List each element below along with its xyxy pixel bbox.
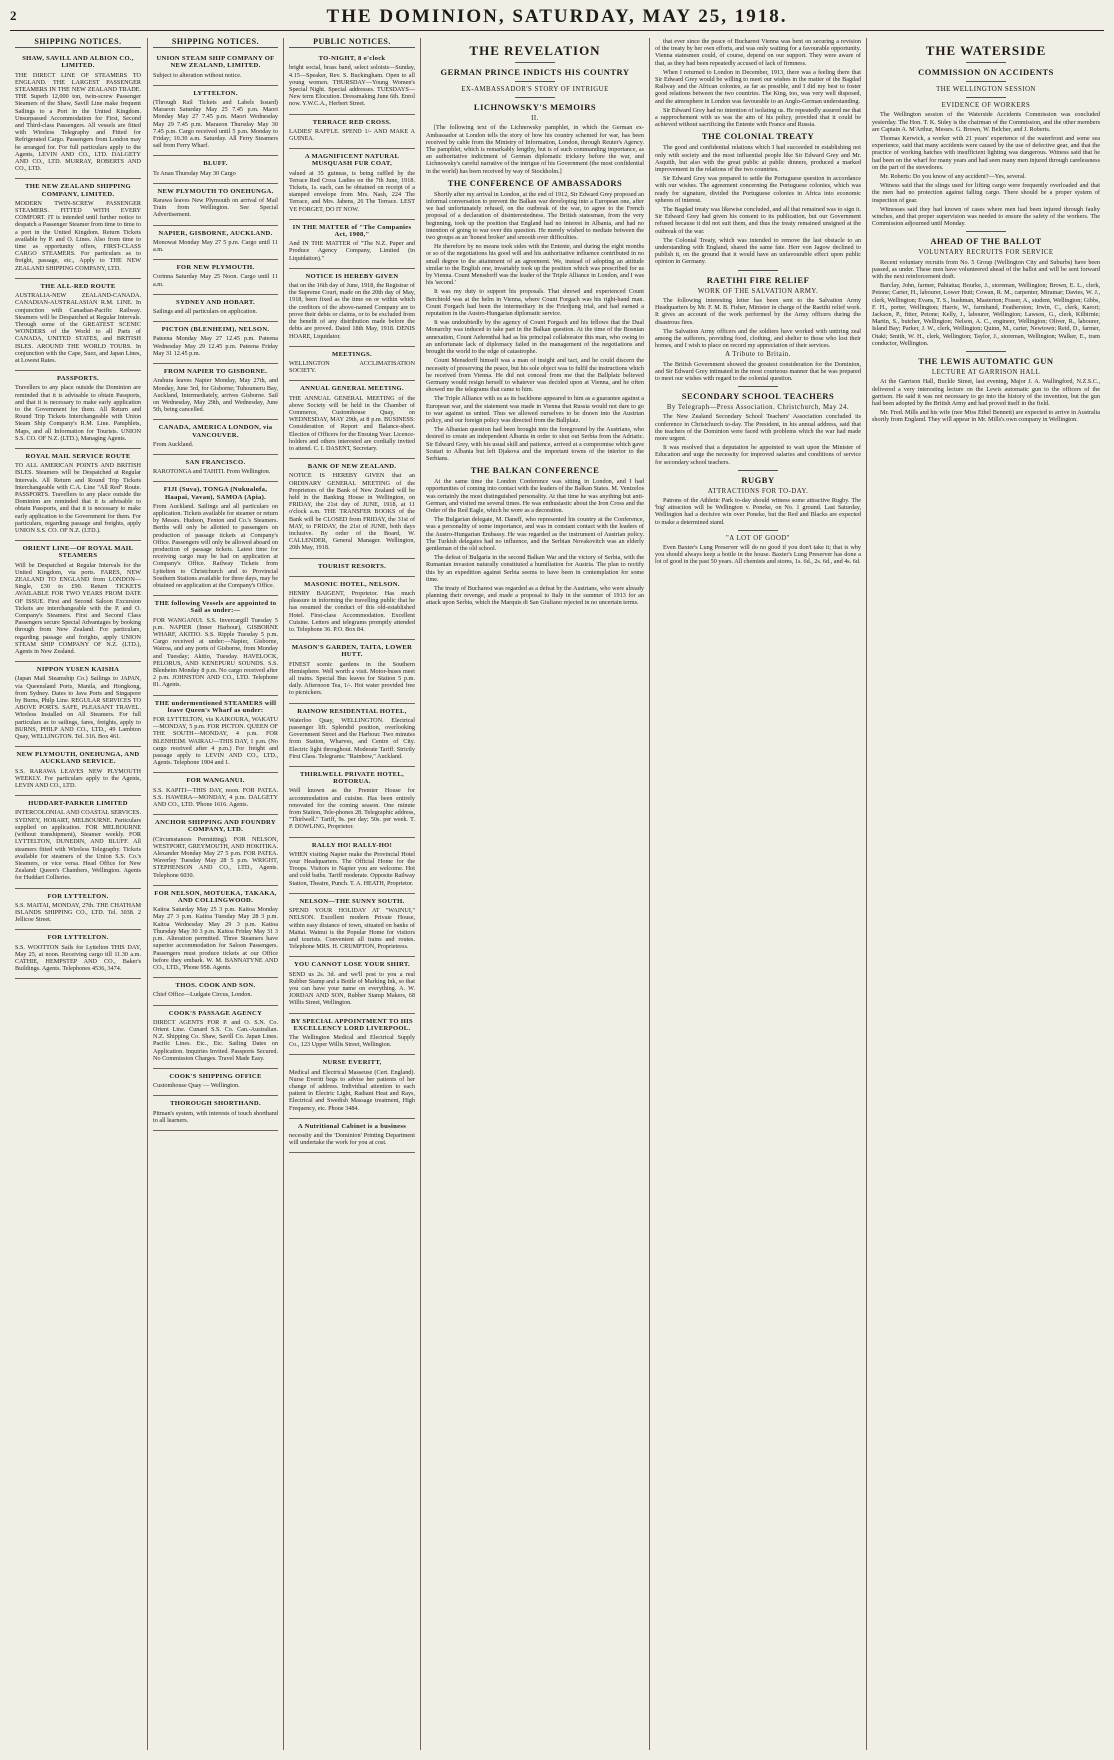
notice-block — [289, 1055, 415, 1118]
deck: THE WELLINGTON SESSION — [936, 86, 1036, 93]
column-news — [649, 38, 866, 1750]
column-heading: SHIPPING NOTICES. — [15, 38, 141, 48]
notice-heading: THIRLWELL PRIVATE HOTEL, ROTORUA. — [299, 771, 404, 786]
notice-text: SPEND YOUR HOLIDAY AT "WAINUI," NELSON. Excellent modern Private House, within easy distance of town, situated on banks of Maitai. Wainui is the Popular Home for visitors and tourists. Convenient all trains and routes. Telephone MRS. H. CRUMPTON, Proprietress. — [289, 907, 415, 951]
notice-text: Arahura leaves Napier Monday, May 27th, and Monday, June 3rd, for Gisborne; Tuhoumeru Bay, Auckland, Intermediately, arrives Gisborne. Sail on Wednesday, May 29th, and Wednesday, June 5th, being cancelled. — [153, 377, 278, 414]
notice-heading: PICTON (BLENHEIM), NELSON. — [161, 326, 270, 334]
notice-heading: UNION STEAM SHIP COMPANY OF NEW ZEALAND, LIMITED. — [156, 55, 275, 70]
article-paragraph: Mr. Fred. Mills and his wife (nee Miss Ethel Bennett) are expected to arrive in Australia shortly from England. They will appear in Mr. Mills's own company in Wellington. — [872, 409, 1100, 424]
article-part: II. — [531, 115, 539, 123]
notice-text: Subject to alteration without notice. — [153, 71, 242, 79]
notice-heading: BANK OF NEW ZEALAND. — [307, 463, 397, 471]
notice-block — [289, 149, 415, 220]
notice-text: The Wellington Medical and Electrical Supply Co., 123 Upper Willis Street, Wellington. — [289, 1033, 415, 1049]
notice-heading: NURSE EVERITT, — [322, 1059, 382, 1067]
article-paragraph: It was resolved that a deputation be appointed to wait upon the Minister of Education and urge the necessity for improved salaries and conditions of service for secondary school teachers. — [655, 444, 861, 466]
article-paragraph: The New Zealand Secondary School Teachers' Association concluded its conference in Christchurch to-day. The President, in his annual address, said that the teachers of the Dominion were faced with problems which the war had made more urgent. — [655, 413, 861, 442]
notice-heading: FOR LYTTELTON. — [47, 892, 109, 900]
notice-block — [153, 1096, 278, 1131]
deck: VOLUNTARY RECRUITS FOR SERVICE — [918, 249, 1054, 257]
notice-text: S.S. WOOTTON Sails for Lyttelton THIS DAY, May 25, at noon. Receiving cargo till 11.30 a.m. CATHIE, HEMPSTEP AND CO., Baker's Buildings. Agents. Telephones 4536, 3474. — [15, 943, 141, 973]
deck: ATTRACTIONS FOR TO-DAY. — [707, 487, 809, 495]
notice-block — [153, 226, 278, 261]
notice-text: Pateena Monday May 27 12.45 p.m. Pateena Wednesday May 29 12.45 p.m. Pateena Friday May 31 12.45 p.m. — [153, 335, 278, 357]
notice-text: (Japan Mail Steamship Co.) Sailings to JAPAN, via Queensland Ports, Manila, and Hongkong, from Sydney. Dates to Java Ports and Singapore by Burns, Philp Line. REGULAR SERVICES TO ABOVE PORTS. SAFE, PLEASANT TRAVEL. Wireless Installed on All Steamers. For full particulars as to sailings, fares, freights, apply to BURNS, PHILP AND CO., LTD., 49 Lambton Quay, WELLINGTON. Tel. 316. Box 461. — [15, 675, 141, 741]
advert-heading: "A LOT OF GOOD" — [725, 534, 791, 542]
notice-block — [153, 1069, 278, 1096]
notice-block — [289, 957, 415, 1013]
masthead — [10, 6, 1104, 31]
columns-area — [10, 38, 1104, 1752]
notice-block — [15, 930, 141, 979]
notice-text: WHEN visiting Napier make the Provincial Hotel your Headquarters. The Official Home for the Troops. Visitors to Napier you are welcome. Hot and cold baths. Tariff moderate. Opposite Railway Station, Theatre, Punch. T. A. HEATH, Proprietor. — [289, 850, 415, 887]
notice-block — [153, 455, 278, 482]
notice-text: Will be Despatched at Regular Intervals for the United Kingdom, via ports. FARES, NEW ZEALAND TO ENGLAND from LONDON—Single, £30 to £90. Return TICKETS AVAILABLE FOR TWO YEARS FROM DATE OF ISSUE. First and Second Saloon Excursion Tickets are interchangeable with the P. and O. Company's Steamers. First and Second Class Passengers secure Special Advantages by booking through from New Zealand. For particulars, regarding passage and freights, apply UNION STEAM SHIP COMPANY OF N.Z. (LTD.), Agents in New Zealand. — [15, 561, 141, 656]
notice-heading: YOU CANNOT LOSE YOUR SHIRT. — [293, 961, 410, 969]
article-paragraph: At the same time the London Conference was sitting in London, and I had opportunities of coming into contact with the leaders of the Balkan States. M. Venizelos was certainly the most distinguished personality. At that time he was anything but anti-German, and visited me several times. He was enthusiastic about the Iron Cross and the Order of the Red Eagle, which he wore as a decoration. — [426, 478, 644, 514]
column-waterside — [866, 38, 1105, 1750]
notice-text: From Auckland. — [153, 440, 194, 448]
notice-heading: TO-NIGHT, 8 o'clock — [318, 55, 386, 63]
notice-block — [15, 51, 141, 179]
notice-block — [289, 559, 415, 577]
notice-heading: NAPIER, GISBORNE, AUCKLAND. — [158, 229, 273, 237]
notice-text: Kaitoa Saturday May 25 3 p.m. Kaitoa Monday May 27 3 p.m. Kaitoa Tuesday May 28 3 p.m. Kaitoa Wednesday May 29 3 p.m. Kaitoa Thursday May 30 3 p.m. Kaitoa Friday May 31 3 p.m. Alteration permitted. Three Steamers have superior accommodation for Saloon Passengers. Passengers must produce tickets at our Office before they embark. W. M. BANNATYNE AND CO., LTD., 'Phone 958. Agents. — [153, 906, 278, 971]
page-number: 2 — [10, 8, 17, 23]
article-paragraph: Count Mensdorff himself was a man of insight and tact, and he could discern the necessity of preserving the peace, but his sole object was to fulfil the instructions which he received from Vienna. He did not conceal from me that the Ballplatz believed Germany would resign herself to whatever was decided upon at Vienna, and he often showed me the telegrams that came to him. — [426, 357, 644, 394]
section-heading: THE BALKAN CONFERENCE — [470, 465, 600, 476]
headline-teachers: SECONDARY SCHOOL TEACHERS — [681, 391, 835, 402]
headline-revelation: THE REVELATION — [469, 43, 601, 58]
notice-heading: THOROUGH SHORTHAND. — [170, 1100, 261, 1108]
notice-heading: A Nutritional Cabinet is a business — [297, 1122, 407, 1130]
notice-heading: FOR NEW PLYMOUTH. — [176, 264, 255, 272]
notice-text: Te Anau Thursday May 30 Cargo — [153, 169, 236, 177]
article-paragraph: The defeat of Bulgaria in the second Balkan War and the victory of Serbia, with the Rumanian invasion naturally constituted a humiliation for Austria. The plan to rectify this by an expedition against Serbia seems to have been in contemplation for some time. — [426, 554, 644, 583]
notice-block — [153, 420, 278, 455]
notice-heading: ORIENT LINE—OF ROYAL MAIL STEAMERS — [22, 545, 134, 560]
notice-text: FOR WANGANUI. S.S. Invercargill Tuesday 5 p.m. NAPIER (Inner Harbour), GISBORNE WHARF, AKITIO. S.S. Ripple Tuesday 5 p.m. Cargo received at under:—Napier, Gisborne, Wairoa, and any ports of Gisborne, from Monday and Tuesday; Akitio, Tuesday. HAVELOCK, PELORUS, AND KENEPURU SOUNDS. S.S. Blenheim Monday 8 p.m. No cargo received after 2 p.m. JOHNSTON AND CO., LTD. Telephone 81. Agents. — [153, 616, 278, 689]
notice-block — [15, 889, 141, 931]
notice-heading: NEW PLYMOUTH TO ONEHUNGA. — [157, 187, 274, 195]
notice-text: MODERN TWIN-SCREW PASSENGER STEAMERS. FITTED WITH EVERY COMFORT. IT is intended until further notice to despatch a Passenger Steamer from time to time to a port in the United Kingdom. Return Tickets available by P. and O. Lines. Also from time to time as opportunity offers, FIRST-CLASS CARGO STEAMERS. For particulars as to freight, passage, etc., Apply to THE NEW ZEALAND SHIPPING COMPANY, LTD. — [15, 199, 141, 272]
article-paragraph: The following interesting letter has been sent to the Salvation Army Headquarters by Mr. F. M. B. Fisher, Minister in charge of the Raetihi relief work. It gives an account of the work performed by the Army officers during the disastrous fires. — [655, 296, 861, 326]
notice-block — [289, 115, 415, 150]
notice-heading: TERRACE RED CROSS. — [312, 118, 392, 126]
notice-heading: THE ALL-RED ROUTE — [40, 282, 116, 290]
notice-text: INTERCOLONIAL AND COASTAL SERVICES. SYDNEY, HOBART, MELBOURNE. Particulars supplied on application. FOR MELBOURNE (without transhipment), Steamer weekly. FOR LYTTELTON, DUNEDIN, AND BLUFF. All steamers fitted with Wireless Telegraphy. Tickets available for steamers of the Union S.S. Co.'s Steamers, or vice versa. Head Office for New Zealand: Queen's Chambers, Wellington. Agents for Huddart Collieries. — [15, 809, 141, 882]
article-paragraph: The Bagdad treaty was likewise concluded, and all that remained was to sign it. Sir Edward Grey had given his consent to its publication, but our Government refused because it did not suit them, and thus the treaty remained unsigned at the outbreak of the war. — [655, 206, 861, 235]
notice-text: Well known as the Premier House for accommodation and cuisine. Has been entirely renovated for the coming season. One minute from Station, Tele-phones 28. Telegraphic address, "Thirlwell." Tariff, 9s. per day; 50s. per week. T. P. DOWLING, Proprietor. — [289, 787, 415, 831]
article-paragraph: It was my duty to support his proposals. That shrewd and experienced Count Berchtold was at the helm in Vienna, where Count Forgach was his right-hand man. Count Forgach had been the intermediary in the Friedjung trial, and had earned a reputation in the Austro-Hungarian diplomatic service. — [426, 288, 644, 318]
article-paragraph: The Wellington session of the Waterside Accidents Commission was concluded yesterday. The Hon. T. K. Sidey is the chairman of the Commission, and the other members are Captain A. M'Arthur, Messrs. G. Brown, W. Belcher, and J. Roberts. — [872, 111, 1100, 133]
notice-text: S.S. KAPITI—THIS DAY, noon. FOR PATEA. S.S. HAWERA—MONDAY, 4 p.m. DALGETY AND CO., LTD. 'Phone 1616. Agents. — [153, 786, 278, 809]
notice-heading: A MAGNIFICENT NATURAL MUSQUASH FUR COAT, — [304, 153, 400, 168]
notice-heading: NIPPON YUSEN KAISHA — [36, 666, 120, 674]
notice-heading: ANNUAL GENERAL MEETING. — [300, 385, 404, 393]
notice-text: SEND us 2s. 3d. and we'll post to you a real Rubber Stamp and a Bottle of Marking Ink, so that you can have your name on everything. A. W. JORDAN AND SON, Rubber Stamp Makers, 68 Willis Street, Wellington. — [289, 970, 415, 1007]
notice-text: Customhouse Quay — Wellington. — [153, 1082, 240, 1090]
article-paragraph: He therefore by no means took sides with the Entente, and during the eight months or so of the negotiations his good will and his authoritative influence contributed in no small degree to the attainment of an agreement. We, instead of adopting an attitude similar to the English one, invariably took up the position which was prescribed for us by Vienna. Count Mensdorff was the leader of the Triple Alliance in London, and I was his 'second.' — [426, 243, 644, 287]
notice-block — [289, 577, 415, 640]
notice-block — [153, 260, 278, 295]
notice-heading: FIJI (Suva), TONGA (Nukualofa, Haapai, Vavau), SAMOA (Apia). — [163, 486, 268, 501]
notice-block — [153, 184, 278, 226]
notice-text: TO ALL AMERICAN POINTS AND BRITISH ISLES. Steamers will be Despatched at Regular Intervals. All Return and Round Trip Tickets Interchangeable with C.A. Line "All Red" Route. PASSPORTS. Travellers to any place outside the Dominion are reminded that it is advisable to obtain Passports, and that it is necessary to make early application to the Government for them. For particulars, regarding passage and freights, apply UNION S.S. CO. OF N.Z. (LTD.). — [15, 462, 141, 534]
notice-text: necessity and the 'Dominion' Printing Department will undertake the work for you at cost. — [289, 1131, 415, 1147]
notice-heading: THOS. COOK AND SON. — [175, 982, 256, 990]
notice-text: (Circumstances Permitting). FOR NELSON, WESTPORT, GREYMOUTH, AND HOKITIKA. Alexander Monday May 27 5 p.m. FOR PATEA. Waverley Tuesday May 28 5 p.m. WRIGHT, STEPHENSON AND CO., LTD., Agents. Telephone 6030. — [153, 835, 278, 879]
article-paragraph: Shortly after my arrival in London, at the end of 1912, Sir Edward Grey proposed an informal conversation to prevent the Balkan war developing into a European one, after we had unfortunately refused, on the outbreak of the war, to agree to the French proposal of a declaration of disinterestedness. The British statesman, from the very beginning, took up the position that England had no interest in Albania, and had no intention of going to war over this question. He merely wished to mediate between the two groups as an 'honest broker' and smooth over difficulties. — [426, 190, 644, 242]
notice-text: And IN THE MATTER of "The N.Z. Paper and Produce Agency Company, Limited (in Liquidation)." — [289, 240, 415, 262]
notice-heading: THE undermentioned STEAMERS will leave Queen's Wharf as under: — [154, 699, 277, 714]
article-paragraph: Barclay, John, farmer, Pahiatua; Bourke, J., storeman, Wellington; Brown, E. L., clerk, Petone; Carter, H., labourer, Lower Hutt; Cowan, R. M., carpenter, Miramar; Davies, W. J., clerk, Wellington; Evans, T. S., bushman, Masterton; Fraser, A., student, Wellington; Gibbs, F. H., porter, Wellington; Harris, W., farmhand, Featherston; Irwin, C., clerk, Karori; Jackson, P., fitter, Petone; Kelly, J., labourer, Wellington; Lawson, G., clerk, Kilbirnie; Martin, S., butcher, Wellington; Nelson, A. C., engineer, Wellington; Oliver, R., labourer, Island Bay; Parker, J. W., clerk, Wellington; Quinn, M., carter, Newtown; Reid, D., farmer, Otaki; Smith, W. H., clerk, Wellington; Taylor, J., storeman, Wellington; Walker, E., tram conductor, Wellington. — [872, 282, 1100, 347]
column-heading: PUBLIC NOTICES. — [289, 38, 415, 48]
notice-heading: MEETINGS. — [332, 350, 372, 358]
notice-heading: RAINOW RESIDENTIAL HOTEL, — [297, 707, 407, 715]
notice-text: Travellers to any place outside the Dominion are reminded that it is advisable to obtain Passports, and that it is necessary to make early application to the Government for them. All Return and Round Trip Tickets Interchangeable with Union Steam Ship Company's R.M. Line. Pamphlets, Maps, and all Information for Tourists. UNION S.S. CO. OF N.Z. (LTD.), Managing Agents. — [15, 384, 141, 442]
headline-lewis-gun: THE LEWIS AUTOMATIC GUN — [918, 356, 1054, 367]
notice-block — [289, 894, 415, 957]
notice-heading: LYTTELTON. — [193, 89, 238, 97]
column-revelation-article — [420, 38, 649, 1750]
notice-text: WELLINGTON ACCLIMATISATION SOCIETY. — [289, 359, 415, 375]
headline-rugby: RUGBY — [741, 474, 775, 485]
notice-text: Corinna Saturday May 25 Noon. Cargo until 11 a.m. — [153, 273, 278, 288]
notice-heading: MASONIC HOTEL, NELSON. — [304, 580, 400, 588]
notice-block — [289, 459, 415, 558]
article-paragraph: Witnesses said they had known of cases where men had been injured through faulty winches, and that proper supervision was needed to ensure the safety of the workers. The Commission adjourned until Monday. — [872, 205, 1100, 228]
article-paragraph: The Triple Alliance with us as its backbone appeared to him as a guarantee against a European war, and the statement was made in Vienna that Russia would not dare to go to war against us united. Thus we allowed ourselves to be drawn into the Austrian policy, and our foreign policy was directed from the Ballplatz. — [426, 395, 644, 424]
notice-heading: COOK'S SHIPPING OFFICE — [169, 1072, 262, 1080]
notice-block — [289, 1119, 415, 1154]
article-paragraph: The treaty of Bucharest was regarded as a defeat by the Austrians, who were already planning their revenge, and made a proposal to Italy in the summer of 1913 for an attack upon Serbia, which the Marquis di San Giuliano rejected in no uncertain terms. — [426, 584, 644, 607]
notice-text: Rarawa leaves New Plymouth on arrival of Mail Train from Wellington. See Special Advertisement. — [153, 197, 278, 219]
notice-heading: NOTICE IS HEREBY GIVEN — [305, 272, 399, 280]
notice-block — [289, 269, 415, 347]
headline-relief: RAETIHI FIRE RELIEF — [706, 274, 810, 285]
column-public-notices — [283, 38, 420, 1750]
notice-block — [289, 51, 415, 114]
notice-heading: SHAW, SAVILL AND ALBION CO., LIMITED. — [22, 55, 134, 70]
notice-block — [153, 482, 278, 596]
notice-heading: RALLY HO! RALLY-HO! — [311, 841, 393, 849]
notice-text: Medical and Electrical Masseuse (Cert. England). Nurse Everitt begs to advise her patients of her change of address. Individual attention to each patient in Electric Light, Radiant Heat and Rays, Electrical and Swedish Massage treatment, High Frequency, etc. Phone 3484. — [289, 1068, 415, 1112]
notice-block — [15, 747, 141, 796]
notice-block — [153, 156, 278, 183]
article-paragraph: It was undoubtedly by the agency of Count Forgach and his fellows that the Dual Monarchy was induced to take part in the Balkan question. At the time of the Bosnian annexation, Count Aehrenthal had as his principal collaborator this man, who owing to an unfortunate lack of diplomacy failed in the management of the negotiations and brought the world to the edge of catastrophe. — [426, 319, 644, 356]
notice-text: valued at 35 guineas, is being raffled by the Terrace Red Cross Ladies on the 7th June, 1918. Tickets, 1s. each, can be obtained on receipt of a stamped envelope from Mrs. Nash, 224 The Terrace, and Mrs. Jabens, 26 The Terrace. LEST YE FORGET, DO IT NOW. — [289, 169, 415, 213]
notice-heading: ROYAL MAIL SERVICE ROUTE — [25, 452, 131, 460]
subheadline: COMMISSION ON ACCIDENTS — [918, 67, 1054, 77]
notice-text: (Through Rail Tickets and Labels Issued) Maraeon Saturday May 25 7.45 p.m. Maori Monday May 27 7.45 p.m. Maori Wednesday May 29 7.45 p.m. Maraeon Thursday May 30 7.45 p.m. Cargo received until 5 p.m. Monday to Friday; 10.30 a.m. Saturday. All Ferry Steamers sail from Ferry Wharf. — [153, 99, 278, 150]
notice-heading: NELSON—THE SUNNY SOUTH. — [299, 897, 405, 905]
article-paragraph: When I returned to London in December, 1913, there was a feeling there that Sir Edward Grey would be willing to meet our wishes in the matter of the Bagdad Railway and the African colonies, as far as possible, and I did my best to foster good relations between the two countries. The King, too, was very well disposed, and the atmosphere in London was favourable to an Anglo-German understanding. — [655, 68, 861, 105]
article-paragraph: The Salvation Army officers and the soldiers have worked with untiring zeal among the sufferers, providing food, clothing, and shelter to those who lost their homes, and I wish to place on record my appreciation of their services. — [655, 327, 861, 350]
notice-heading: SAN FRANCISCO. — [185, 458, 246, 466]
paper-title: THE DOMINION, SATURDAY, MAY 25, 1918. — [326, 6, 788, 27]
notice-heading: FOR WANGANUI. — [186, 777, 245, 785]
notice-block — [153, 364, 278, 420]
notice-block — [153, 815, 278, 886]
advert-text: Even Baxter's Lung Preserver will do no good if you don't take it; that is why you should always keep a bottle in the house. Baxter's Lung Preserver has done a lot of good in the past 50 years. All chemists and stores, 1s. 6d., 2s. 6d., and 4s. 6d. — [655, 543, 861, 566]
notice-text: Sailings and all particulars on application. — [153, 308, 258, 316]
notice-heading: IN THE MATTER of "The Companies Act, 1908," — [292, 223, 412, 239]
notice-heading: ANCHOR SHIPPING AND FOUNDRY COMPANY, LTD. — [155, 819, 276, 834]
notice-text: bright social, brass band, select soloists—Sunday, 4.15—Speaker, Rev. S. Buckingham. Open to all young women. THURSDAY—Young Women's Special Night. Special addresses. TUESDAYS—New term Elocution. Dressmaking June 6th. Enrol now. Y.W.C.A., Herbert Street. — [289, 64, 415, 108]
notice-block — [153, 295, 278, 322]
deck: EX-AMBASSADOR'S STORY OF INTRIGUE — [461, 86, 609, 93]
notice-block — [289, 640, 415, 703]
column-shipping-notices-2 — [147, 38, 283, 1750]
notice-block — [153, 596, 278, 695]
notice-block — [153, 1006, 278, 1069]
notice-text: S.S. RARAWA LEAVES NEW PLYMOUTH WEEKLY. For particulars apply to the Agents, LEVIN AND CO., LTD. — [15, 767, 141, 790]
headline-ballot: AHEAD OF THE BALLOT — [930, 236, 1042, 247]
notice-heading: PASSPORTS. — [56, 375, 100, 383]
notice-heading: THE following Vessels are appointed to Sail as under:— — [154, 600, 277, 615]
notice-block — [15, 371, 141, 449]
notice-block — [153, 773, 278, 815]
notice-block — [289, 704, 415, 767]
section-heading: EVIDENCE OF WORKERS — [941, 102, 1031, 110]
article-paragraph: Sir Edward Grey was prepared to settle the Portuguese question in accordance with our wishes. The agreement concerning the Portuguese colonies, which was ready for signature, divided the Portuguese colonies in Africa into economic spheres of interest. — [655, 175, 861, 204]
section-heading: THE COLONIAL TREATY — [701, 131, 815, 142]
notice-heading: FOR LYTTELTON. — [47, 934, 109, 942]
notice-text: that on the 16th day of June, 1918, the Registrar of the Supreme Court, made on the 20th day of May, 1918, been fixed as the time on or within which the creditors of the above-named Company are to prove their debts or claims, or to be excluded from the benefit of any distribution made before the debts are proved. Dated 18th May, 1918. DENIS HOARE, Liquidator. — [289, 282, 415, 340]
article-title: LICHNOWSKY'S MEMOIRS — [473, 102, 597, 113]
notice-text: Monowai Monday May 27 5 p.m. Cargo until 11 a.m. — [153, 238, 278, 254]
notice-block — [289, 347, 415, 382]
notice-block — [15, 796, 141, 888]
headline-waterside: THE WATERSIDE — [925, 43, 1047, 58]
notice-text: HENRY BAIGENT, Proprietor. Has much pleasure in informing the travelling public that he has resumed the conduct of this old-established Hotel. First-class Accommodation. Excellent Cuisine. Letters and telegrams promptly attended to. Telephone 36. P.O. Box 84. — [289, 589, 415, 633]
notice-block — [15, 179, 141, 278]
notice-text: DIRECT AGENTS FOR P. and O. S.N. Co. Orient Line. Cunard S.S. Co. Can.-Australian. N.Z. Shipping Co. Shaw, Savill Co. Japan Lines. Pacific Lines. Etc., Etc. Sailing Dates on Application. Inquiries Invited. Passports Secured. No Commission Charges. Travel Made Easy. — [153, 1018, 278, 1062]
notice-heading: BY SPECIAL APPOINTMENT TO HIS EXCELLENCY LORD LIVERPOOL. — [290, 1017, 414, 1032]
column-heading: SHIPPING NOTICES. — [153, 38, 278, 48]
notice-heading: THE NEW ZEALAND SHIPPING COMPANY, LIMITED. — [25, 183, 131, 198]
notice-text: RAROTONGA and TAHITI. From Wellington. — [153, 468, 271, 476]
notice-block — [153, 51, 278, 86]
notice-heading: CANADA, AMERICA LONDON, via VANCOUVER. — [158, 424, 273, 439]
notice-text: LADIES' RAFFLE. SPEND 1/- AND MAKE A GUINEA. — [289, 127, 415, 143]
article-paragraph: The Colonial Treaty, which was intended to remove the last obstacle to an understanding with England, shared the same fate. Herr von Jagow declined to publish it, on the ground that it would have an unfavourable effect upon public opinion in Germany. — [655, 236, 861, 266]
notice-text: Pitman's system, with interests of touch shorthand to all learners. — [153, 1109, 278, 1124]
notice-block — [15, 449, 141, 541]
notice-block — [289, 1014, 415, 1056]
notice-block — [289, 767, 415, 838]
article-paragraph: Recent voluntary recruits from No. 5 Group (Wellington City and Suburbs) have been passed, as under. These men have volunteered ahead of the ballot and will be sent forward with the next reinforcement draft. — [872, 258, 1100, 281]
notice-heading: NEW PLYMOUTH, ONEHUNGA, AND AUCKLAND SERVICE. — [16, 751, 140, 766]
notice-heading: MASON'S GARDEN, TAITA, LOWER HUTT. — [291, 644, 413, 659]
notice-text: Chief Office—Ludgate Circus, London. — [153, 991, 253, 999]
article-text: The British Government showed the greatest consideration for the Dominion, and Sir Edward Grey intimated in the most courteous manner that he was prepared to meet our wishes with regard to the colonial question. — [655, 360, 861, 382]
article-paragraph: Witness said that the slings used for lifting cargo were frequently overloaded and that the men had no protection against falling cargo. There should be a proper system of inspection of gear. — [872, 182, 1100, 204]
article-paragraph: The Albanian question had been brought into the foreground by the Austrians, who desired to create an independent Albania in order to shut out Serbia from the Adriatic. Sir Edward Grey, with his usual skill and patience, arrived at a compromise which gave Scutari to Albania but left Djakova and the important towns of the interior to the Serbians. — [426, 426, 644, 462]
notice-text: FINEST scenic gardens in the Southern Hemisphere. Well worth a visit. Motor-buses meet all trains. Special Bus leaves for Station 5 p.m. daily. Afternoon Tea, 1/-. Hot water provided free to picnickers. — [289, 660, 415, 697]
notice-text: Waterloo Quay, WELLINGTON. Electrical passenger lift. Splendid position, overlooking Government Street and the Harbour. Two minutes from Station, Wharves, and Centre of City. Electric light throughout. Moderate Tariff. Strictly First Class. Telegrams: "Rainbow," Auckland. — [289, 716, 415, 760]
notice-text: FOR LYTTELTON, via KAIKOURA, WAKATU—MONDAY, 5 p.m. FOR PICTON. QUEEN OF THE SOUTH—MONDAY, 4 p.m. FOR BLENHEIM. WAIRAU—THIS DAY, 1 p.m. (No cargo received after 4 p.m.) For freight and passage apply to LEVIN AND CO., LTD., Agents. Telephone 1904 and 1. — [153, 716, 278, 767]
notice-text: S.S. MAITAI, MONDAY, 27th. THE CHATHAM ISLANDS SHIPPING CO., LTD. Tel. 3038. 2 Jellicoe Street. — [15, 901, 141, 924]
notice-heading: FOR NELSON, MOTUEKA, TAKAKA, AND COLLINGWOOD. — [154, 889, 277, 905]
deck: By Telegraph—Press Association. Christchurch, May 24. — [666, 404, 850, 412]
notice-heading: COOK'S PASSAGE AGENCY — [168, 1009, 263, 1017]
notice-text: THE ANNUAL GENERAL MEETING of the above Society will be held in the Chamber of Commerce, Customhouse Quay, on WEDNESDAY, MAY 29th, at 8 p.m. BUSINESS: Consideration of Report and Balance-sheet. Election of Officers for the Ensuing Year. Licence-holders and others interested are cordially invited to attend. C. I. DASENT, Secretary. — [289, 394, 415, 452]
notice-block — [153, 886, 278, 978]
notice-heading: BLUFF. — [203, 160, 228, 168]
notice-block — [15, 662, 141, 747]
article-intro: [The following text of the Lichnowsky pamphlet, in which the German ex-Ambassador at London tells the story of how his country schemed for war, has been received by cable from the Ministry of Information, London, through Reuter's Agency. The pamphlet, which is remarkably lengthy, but is of such commanding importance, as an authoritative indictment of German diplomatic trickery before the war, and Lichnowsky's careful narrative of the intrigue of his Government (the most confidential in the world) has been received by way of Stockholm.] — [426, 124, 644, 175]
notice-block — [15, 541, 141, 662]
notice-block — [153, 696, 278, 774]
deck: WORK OF THE SALVATION ARMY. — [697, 287, 819, 295]
article-paragraph: The Bulgarian delegate, M. Daneff, who represented his country at the Conference, was a personality of some importance, and was in constant contact with the leaders of the Austro-Hungarian Embassy. He was regarded as the instrument of Austrian policy. The Turkish delegates had no influence, and the Serbian Novakovitch was an elderly gentleman of the old school. — [426, 516, 644, 552]
article-paragraph: The good and confidential relations which I had succeeded in establishing not only with society and the most influential people like Sir Edward Grey and Mr. Asquith, but also with the great public at public dinners, produced a marked improvement in the relations of the two countries. — [655, 144, 861, 174]
article-text: Patrons of the Athletic Park to-day should witness some attractive Rugby. The 'big' attraction will be Wellington v. Poneke, on No. 1 ground. Last Saturday, Wellington had a decisive win over Poneke, but the Red and Blacks are expected to make a determined stand. — [655, 496, 861, 526]
article-paragraph: that ever since the peace of Bucharest Vienna was bent on securing a revision of the treaty by her own efforts, and was only waiting for a favourable opportunity. Vienna statesmen could, of course, depend on our support. They were aware of that, as they had been repeatedly accused of lack of firmness. — [655, 38, 861, 67]
notice-block — [15, 279, 141, 371]
notice-heading: TOURIST RESORTS. — [317, 562, 387, 570]
notice-block — [153, 322, 278, 364]
notice-heading: SYDNEY AND HOBART. — [176, 298, 255, 306]
notice-text: THE DIRECT LINE OF STEAMERS TO ENGLAND. THE LARGEST PASSENGER STEAMERS IN THE NEW ZEALAND TRADE. THE Superb 12,000 ton, twin-screw Passenger Steamers of the Shaw, Savill Line make frequent Sailings to a Port in the United Kingdom. Unsurpassed Accommodation for First, Second and Third-class Passengers. All vessels are fitted with Wireless Telegraphy and Fitted for Refrigerated Cargo. Passengers from London may be arranged for. For full particulars apply to the Agents, LEVIN AND CO., LTD. DALGETY AND CO., LTD. MURRAY, ROBERTS AND CO., LTD. — [15, 71, 141, 173]
column-shipping-notices-1 — [10, 38, 146, 1750]
notice-text: From Auckland. Sailings and all particulars on application. Tickets available for steamer or return by Messrs. Hudson, Fenton and Co.'s Steamers. Berths will only be allotted to passengers on production of passage tickets at Company's Office. Passengers will only be allowed aboard on production of passage tickets. Latest time for receiving cargo may be had on application at Company's Office. Railway Tickets from Lyttelton to Christchurch and to Provincial Southern Stations available for three days, may be obtained on application at the Company's Office. — [153, 502, 278, 589]
notice-block — [289, 220, 415, 269]
notice-block — [153, 86, 278, 157]
deck: LECTURE AT GARRISON HALL — [931, 369, 1041, 377]
notice-heading: FROM NAPIER TO GISBORNE. — [163, 368, 268, 376]
article-paragraph: At the Garrison Hall, Buckle Street, last evening, Major J. A. Wallingford, N.Z.S.C., delivered a very interesting lecture on the Lewis automatic gun to the officers of the garrison. He said it was not necessary to go into the history of the invention, but the gun had been adopted by the British Army and had proved itself in the field. — [872, 378, 1100, 407]
notice-text: NOTICE IS HEREBY GIVEN that an ORDINARY GENERAL MEETING of the Proprietors of the Bank of New Zealand will be held in the Banking House in Wellington, on FRIDAY, the 21st day of JUNE, 1918, at 11 o'clock a.m. THE TRANSFER BOOKS of the Bank will be CLOSED from FRIDAY, the 31st of MAY, to FRIDAY, the 21st of JUNE, both days inclusive. By order of the Board, W. CALLENDER, General Manager. Wellington, 20th May, 1918. — [289, 472, 415, 552]
notice-text: AUSTRALIA-NEW ZEALAND-CANADA. CANADIAN-AUSTRALASIAN R.M. LINE. In conjunction with Canadian-Pacific Railway. Steamers will be Despatched at Regular Intervals. Through some of the GREATEST SCENIC WONDERS of the World to all Parts of CANADA, UNITED STATES, and BRITISH ISLES. AROUND THE WORLD TOURS. In conjunction with the Cape, Suez, and Japan Lines, at Lowest Rates. — [15, 292, 141, 364]
section-heading: THE CONFERENCE OF AMBASSADORS — [447, 177, 623, 188]
subheading: A Tribute to Britain. — [725, 351, 791, 359]
notice-heading: HUDDART-PARKER LIMITED — [28, 800, 128, 808]
article-paragraph: Mr. Roberts: Do you know of any accident?—Yes, several. — [880, 173, 1026, 181]
notice-block — [289, 838, 415, 894]
notice-block — [153, 978, 278, 1005]
article-paragraph: Sir Edward Grey had no intention of isolating us. He repeatedly assured me that a rapprochement with us was the aim of his policy, provided that it could be achieved without sacrificing the Entente with France and Russia. — [655, 106, 861, 129]
subheadline: GERMAN PRINCE INDICTS HIS COUNTRY — [440, 67, 630, 77]
notice-block — [289, 381, 415, 459]
article-paragraph: Thomas Kerwick, a worker with 21 years' experience of the waterfront and some sea experience, said that many accidents were caused by the use of defective gear, and that the practice of working hatches with insufficient lighting was dangerous. Witness said that he had been on the wharf for many years and had seen many men injured through carelessness on the part of the stevedores. — [872, 135, 1100, 171]
